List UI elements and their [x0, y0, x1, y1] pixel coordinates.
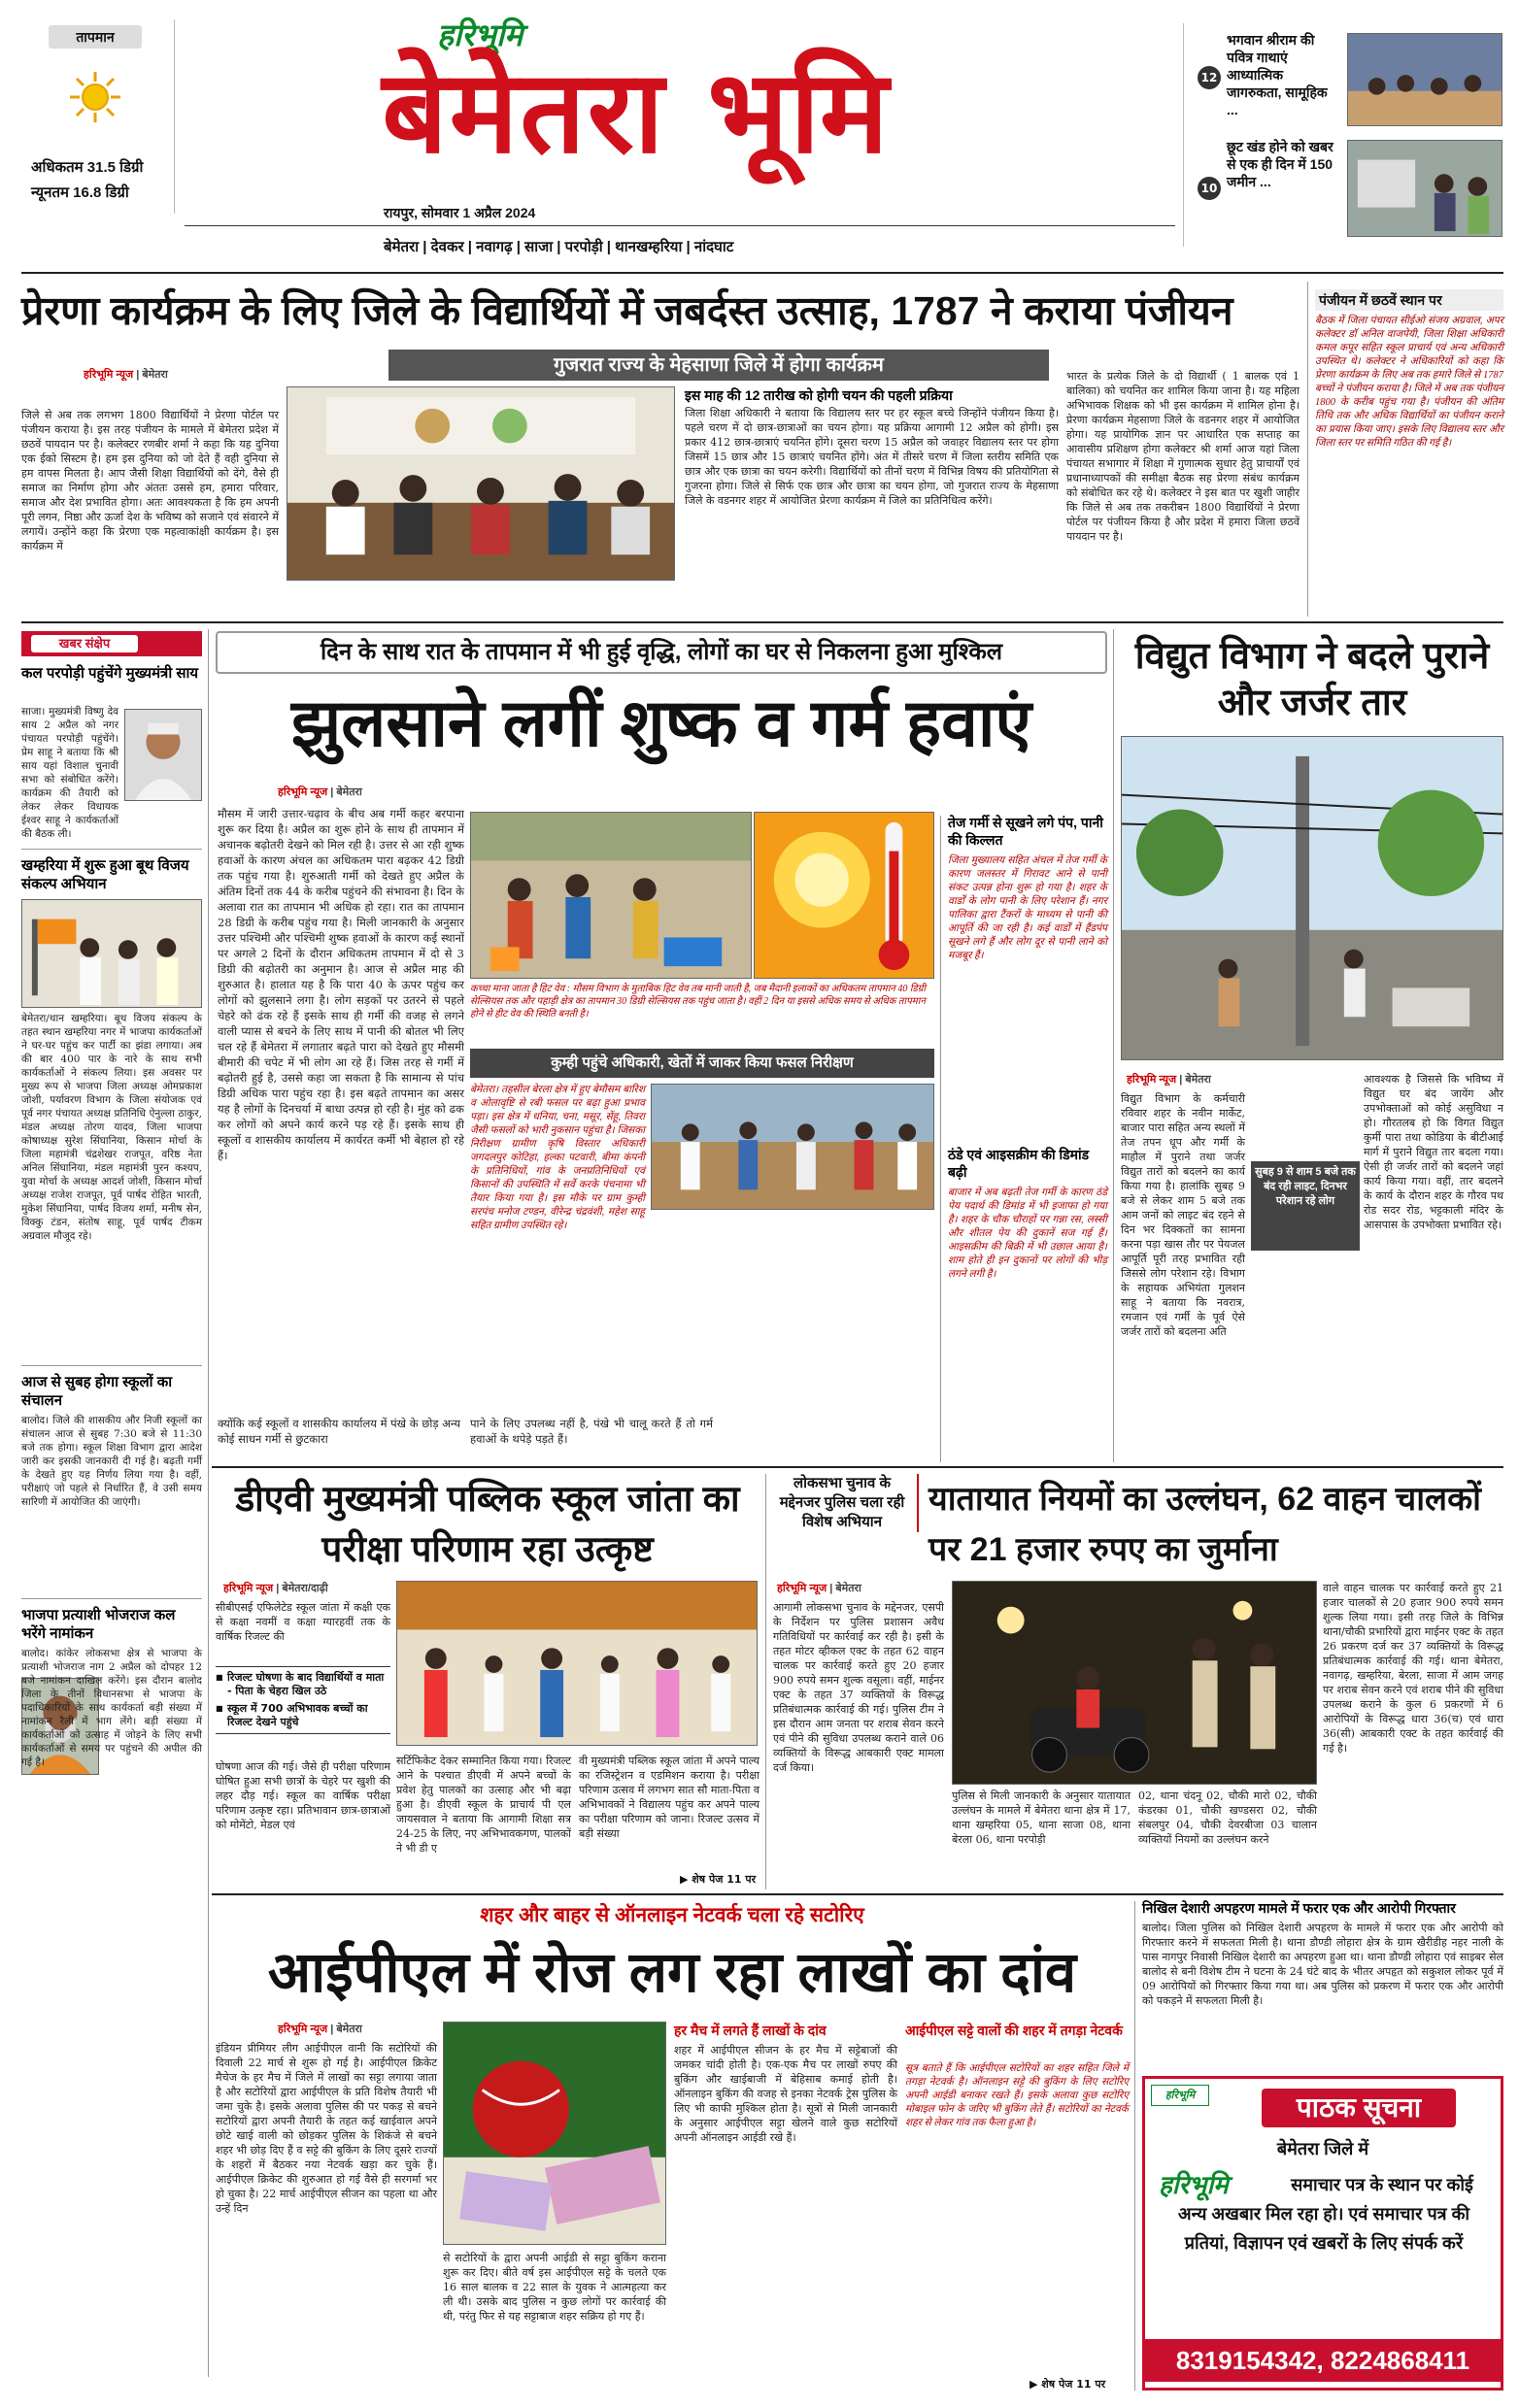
teaser-photo	[1347, 33, 1502, 126]
water-queue-photo	[470, 812, 752, 979]
ipl-continued[interactable]: ▶ शेष पेज 11 पर	[1030, 2378, 1106, 2391]
traffic-side-body: बालोद। जिला पुलिस को निखिल देशारी अपहरण के मामले में फरार एक और आरोपी को गिरफ्तार करने में सफलता मिली है। थाना डौण्डी लोहारा क्षेत्र के ग्राम खैरीडीह नहर नाली के पास नागपुर निवासी निखिल देशारी का अपहरण हुआ था। थाना डौण्डी लोहारा एवं साइबर सेल बालोद से बनी विशेष टीम ने घटना के 24 घंटे बाद के भीतर अपहृत को सकुशल लोकर पूर्व में 09 आरोपियों को गिरफ्तार किया गया था। अब पुलिस को प्रकरण में फरार एक और आरोपी को पकड़ने में सफलता मिली है।	[1142, 1922, 1503, 2007]
max-temp: अधिकतम 31.5 डिग्री	[31, 159, 144, 176]
traffic-side-head[interactable]: निखिल देशारी अपहरण मामले में फरार एक और आरोपी गिरफ्तार	[1142, 1900, 1456, 1916]
column-divider	[1134, 1901, 1135, 2391]
traffic-kicker: लोकसभा चुनाव के मद्देनजर पुलिस चला रही विशेष अभियान	[773, 1474, 919, 1532]
dav-body1: सीबीएसई एफिलेटेड स्कूल जांता में कक्षी एक से कक्षा नवमीं व कक्षा ग्यारहवीं तक के वार्षिक रिजल्ट की	[216, 1601, 390, 1643]
traffic-photo	[952, 1581, 1317, 1785]
traffic-body4: वाले वाहन चालक पर कार्रवाई करते हुए 21 हजार चालकों से 20 हजार 900 रुपये समन शुल्क लिया गया। इसी तरह जिले के विभिन्न थाना/चौकी प्रभारियों द्वारा माईनर एक्ट के तहत 26 प्रकरण दर्ज कर 37 व्यक्तियों के विरूद्ध प्रतिबंधात्मक कार्रवाई की गई। थाना बेमेतरा, नवागढ़, खम्हरिया, बेरला, साजा में आम जगह पर शराब सेवन करने एवं शराब पीने की सुविधा उपलब्ध कराने के कुल 6 प्रकरणों में 6 आरोपियों के विरूद्ध धारा 36(च) एवं धारा 36(सी) आबकारी एक्ट के तहत कार्रवाई की गई है।	[1323, 1582, 1503, 1755]
masthead-title: बेमेतरा भूमि	[382, 45, 891, 179]
brief-body-cont	[21, 821, 202, 849]
column-divider	[1113, 629, 1114, 1462]
dav-body4: वी मुख्यमंत्री पब्लिक स्कूल जांता में अपने पाल्य का रजिस्ट्रेशन व एडमिशन कराया है। परीक्षा परिणाम उत्सव में लगभग सात सौ माता-पिता व अभिभावकों ने विद्यालय पहुंच कर अपने पाल्य का परीक्षा परिणाम को जाना। रिजल्ट उत्सव में बड़ी संख्या	[579, 1755, 760, 1840]
ipl-kicker: शहर और बाहर से ऑनलाइन नेटवर्क चला रहे सटोरिए	[480, 1904, 864, 1926]
dav-byline: हरिभूमि न्यूज | बेमेतरा/दाढ़ी	[223, 1583, 328, 1594]
dav-headline[interactable]: डीएवी मुख्यमंत्री पब्लिक स्कूल जांता का परीक्षा परिणाम रहा उत्कृष्ट	[235, 1479, 740, 1569]
electric-byline: हरिभूमि न्यूज | बेमेतरा	[1127, 1074, 1211, 1086]
lead-col2: जिला शिक्षा अधिकारी ने बताया कि विद्यालय स्तर पर हर स्कूल बच्चे जिन्होंने पंजीयन किया है। पहले चरण में दो छात्र-छात्राओं का चयन होगा। यह प्रक्रिया आगामी 12 अप्रैल को होगी। इस प्रकार 412 छात्र-छात्राएं चयनित होंगे। दूसरा चरण 15 अप्रैल को जवाहर विद्यालय स्तर पर होगा जिसमें 15 छात्र और 15 छात्राएं चयनित होंगे। अंत में तीसरे चरण में जिला स्तरीय समिति एक छात्र और एक छात्रा का चयन करेगी। विद्यार्थियों को तीनों चरण में विभिन्न विषय की प्रतियोगिता से गुजरना होगा। जिले से सिर्फ एक छात्र और छात्रा का चयन होगा, जो गुजरात राज्य के मेहसाणा जिले के वडनगर शहर में आयोजित प्रेरणा कार्यक्रम में जिले का प्रतिनिधित्व करेंगे।	[685, 407, 1059, 507]
heat-side-head1: तेज गर्मी से सूखने लगे पंप, पानी की किल्लत	[948, 815, 1103, 848]
sidebar-top-body: बैठक में जिला पंचायत सीईओ संजय अग्रवाल, अपर कलेक्टर डॉ अनिल वाजपेयी, जिला शिक्षा अधिकारी कमल कपूर सहित स्कूल प्राचार्य एवं अन्य अधिकारी उपस्थित थे। कलेक्टर ने अधिकारियों को कहा कि प्रेरणा कार्यक्रम के लिए अब तक हमारे जिले से 1787 बच्चों ने पंजीयन कराया है। जिले में अब तक पंजीयन 1800 के करीब पहुंच गया है। पंजीयन की अंतिम तिथि तक और अधिक विद्यार्थियों का पंजीयन कराने का प्रयास किया जाए। इसके लिए विद्यालय स्तर और जिला स्तर पर समिति गठित की गई है।	[1315, 316, 1503, 449]
byline-place: बेमेतरा	[336, 786, 362, 798]
lead-headline[interactable]: प्रेरणा कार्यक्रम के लिए जिले के विद्यार्थियों में जबर्दस्त उत्साह, 1787 ने कराया पंजीयन	[21, 288, 1233, 333]
column-divider	[1307, 282, 1308, 617]
heat-side-body1: जिला मुख्यालय सहित अंचल में तेज गर्मी के कारण जलस्तर में गिरावट आने से पानी संकट उत्पन्न होना शुरू हो गया है। शहर के वार्डों के लोग पानी के लिए परेशान हैं। नगर पालिका द्वारा टैंकरों के माध्यम से पानी की आपूर्ति की जा रही है। कई वार्डों में हैंडपंप सूखने लगे हैं और लोग दूर से पानी लाने को मजबूर हैं।	[948, 855, 1107, 961]
min-temp: न्यूनतम 16.8 डिग्री	[31, 184, 129, 201]
byline-place: बेमेतरा	[835, 1583, 861, 1594]
heat-sub1: कुम्ही पहुंचे अधिकारी, खेतों में जाकर किया फसल निरीक्षण	[470, 1049, 934, 1078]
ipl-headline[interactable]: आईपीएल में रोज लग रहा लाखों का दांव	[267, 1941, 1077, 2004]
lead-col3: भारत के प्रत्येक जिले के दो विद्यार्थी ( 1 बालक एवं 1 बालिका) को चयनित कर शामिल किया जाना है। यह महिला अभिभावक शिक्षक को भी इस कार्यक्रम में शामिल होना है। प्रेरणा कार्यक्रम मेहसाणा जिले के वडनगर शहर में आयोजित होगा। यह प्रायोगिक ज्ञान पर आधारित एक सप्ताह का आवासीय प्रशिक्षण होगा कलेक्टर श्री शर्मा आज यहां जिला पंचायत सभागार में शिक्षा में गुणात्मक सुधार हेतु प्राचार्यों एवं प्रधानाध्यापकों की समीक्षा बैठक सह प्रेरणा संबंध कार्यक्रम को संबोधित कर रहे थे। कलेक्टर ने इस बात पर खुशी जाहीर कि जिले से अब तक तकरीबन 1800 विद्यार्थियों ने प्रेरणा पोर्टल पर पंजीयन किया है और प्रदेश में हमारा जिला छठवें पायदान पर है।	[1066, 370, 1300, 543]
notice-line1: बेमेतरा जिले में	[1276, 2139, 1369, 2158]
brief-headline[interactable]: भाजपा प्रत्याशी भोजराज कल भरेंगे नामांकन	[21, 1607, 176, 1642]
ipl-sub1-body: शहर में आईपीएल सीजन के हर मैच में सट्टेबाजों की जमकर चांदी होती है। एक-एक मैच पर लाखों रुपए की बुकिंग और खाईबाजी में बेहिसाब कमाई होती है। ऑनलाइन बुकिंग की वजह से इनका नेटवर्क ट्रेस पुलिस के लिए भी काफी मुश्किल होता है। सूत्रों से मिली जानकारी के अनुसार आईपीएल सट्टा खेलने वाले कुछ सटोरियों अपनी ऑनलाइन आईडी रखे हैं।	[674, 2044, 897, 2144]
heat-body: मौसम में जारी उत्तार-चढ़ाव के बीच अब गर्मी कहर बरपाना शुरू कर दिया है। अप्रैल का शुरू होने के साथ ही तापमान में अचानक बढ़ोतरी देखने को मिल रही है। उत्तर से आ रही शुष्क हवाओं के कारण अंचल का अधिकतम पारा बढ़कर 42 डिग्री तक पहुंच गया है। शुरुआती गर्मी को देखते हुए अप्रैल के अंतिम दिनों तक 44 के करीब पहुंचने की संभावना है। दिन के अलावा रात का तापमान भी अधिक हो रहा। रात का तापमान 28 डिग्री के करीब पहुंच गया है। मिली जानकारी के अनुसार उत्तर पश्चिमी और पश्चिमी शुष्क हवाओं के कारण कई स्थानों पर अगले 2 दिनों के दौरान अधिकतम तापमान में दो से 3 डिग्री की बढ़ोतरी का अनुमान है। आज से अप्रैल माह की शुरुआत है। हालात यह है कि पारा 40 के ऊपर पहुंच कर लोगों को झुलसाने लगा है। लोग सड़कों पर उतरने से पहले चेहरे को ढंक रहे हैं इसके साथ ही गर्मी की वजह से लगने वाली प्यास से बचने के लिए साथ में पानी की बोतल भी लिए चल रहे हैं बेमेतरा में लगातार बढ़ते पारा को देखते हुए मौसमी बीमारी की चपेट में भी लोग आ रहे हैं। जिस तरह से गर्मी में बढ़ोतरी हुई है, उससे कहा जा सकता है कि सामान्य से पांच डिग्री अधिक पारा पहुंच रहा है। इस बढ़ते तापमान का असर यह है लोगों के दिनचर्या में बाधा उत्पन्न हो रही है। मुंह को ढक कर लोगों को अपने कार्य करने पड़ रहे हैं। इसके साथ ही स्कूलों व शासकीय कार्यालय में कार्यरत कर्मी भी बेहाल हो रहे हैं।	[218, 807, 464, 1162]
column-divider	[208, 629, 209, 2377]
page-number-badge: 10	[1198, 177, 1221, 200]
ipl-body2: से सटोरियों के द्वारा अपनी आईडी से सट्टा बुकिंग कराना शुरू कर दिए। बीते वर्ष इस आईपीएल सट्टे के चलते एक 16 साल बालक व 22 साल के युवक ने आत्महत्या कर ली थी। उसके बाद पुलिस न कुछ लोगों पर कार्रवाई की थी, परंतु फिर से यह सट्टाबाज शहर सक्रिय हो गए हैं।	[443, 2252, 666, 2323]
brief-headline[interactable]: खम्हरिया में शुरू हुआ बूथ विजय संकल्प अभियान	[21, 857, 189, 892]
sidebar-top-head: पंजीयन में छठवें स्थान पर	[1315, 289, 1503, 311]
byline-brand: हरिभूमि न्यूज	[1127, 1074, 1177, 1086]
thermometer-photo	[754, 812, 934, 979]
heat-sub1-body: बेमेतरा। तहसील बेरला क्षेत्र में हुए बेमौसम बारिश व ओलावृष्टि से रबी फसल पर बढ़ा हुआ प्रभाव पड़ा। इस क्षेत्र में धनिया, चना, मसूर, सेंहू, तिवरा जैसी फसलों को भारी नुकसान पहुंचा है। जिसका निरीक्षण ग्रामीण कृषि विस्तार अधिकारी जगदलपुर कोटिहा, हल्का पटवारी, बीमा कंपनी के प्रतिनिधियों, गांव के जनप्रतिनिधियों एवं किसानों की उपस्थिति में सर्वे करके पंचनामा भी तैयार किया गया है। इस मौके पर ग्राम कुम्ही सरपंच मनोज टण्डन, वीरेन्द्र चंद्रवंशी, महेश साहू सहित ग्रामीण उपस्थित रहे।	[470, 1085, 645, 1231]
brief-body: बेमेतरा/थान खम्हरिया। बूथ विजय संकल्प के तहत स्थान खम्हरिया नगर में भाजपा कार्यकर्ताओं ने घर-घर पहुंच कर पार्टी का झंडा लगाया। अब की बार 400 पार के नारे के साथ सभी कार्यकर्ताओं ने संकल्प लिया। इस अवसर पर मुख्य रूप से भाजपा जिला अध्यक्ष ओमप्रकाश जोशी, पर्यावरण विभाग के जिला संयोजक एवं पूर्व नगर पंचायत अध्यक्ष प्रतिनिधि ऐनुल्ला ठाकुर, मंडल अध्यक्ष तोरण यादव, जिला भाजपा कोषाध्यक्ष सुरेश सिंघानिया, किसान मोर्चा के जिला महामंत्री चंद्रशेखर राजपूत, वरिष्ठ नेता अनिल सिंघानिया, मंडल महामंत्री पुरन कश्यप, युवा मोर्चा के अध्यक्ष आदर्श जोशी, किसान मोर्चा अध्यक्ष राजेश राजपूत, पूर्व पार्षद रोहित भारती, मुकेश सिंघानिया, पार्षद विजय शर्मा, मनीष सेन, विक्कु टंडन, संतोष साहू, पूर्व पार्षद टीकम अग्रवाल मौजूद रहे।	[21, 1013, 202, 1242]
teaser-item[interactable]	[1198, 31, 1504, 128]
dav-body2: घोषणा आज की गई। जैसे ही परीक्षा परिणाम घोषित हुआ सभी छात्रों के चेहरे पर खुशी की लहर दौड़ गई। स्कूल का वार्षिक परीक्षा परिणाम उत्कृष्ट रहा। प्रतिभावान छात्र-छात्राओं को मोमेंटो, मेडल एवं	[216, 1760, 390, 1831]
notice-line2: समाचार पत्र के स्थान पर कोई अन्य अखबार मिल रहा हो। एवं समाचार पत्र की प्रतियां, विज्ञापन एवं खबरों के लिए संपर्क करें	[1177, 2175, 1473, 2253]
byline-place: बेमेतरा	[1185, 1074, 1211, 1086]
brief-body: साजा। मुख्यमंत्री विष्णु देव साय 2 अप्रैल को नगर पंचायत परपोड़ी पहुंचेंगे। प्रेम साहू ने बताया कि श्री साय यहां विशाल चुनावी सभा को संबोधित करेंगे। कार्यक्रम की तैयारी को लेकर लेकर विधायक ईश्वर साहू ने कार्यकर्ताओं की बैठक ली।	[21, 706, 118, 840]
masthead-rule	[185, 225, 1175, 226]
heat-headline[interactable]: झुलसाने लगीं शुष्क व गर्म हवाएं	[290, 686, 1032, 760]
dav-continued[interactable]: ▶ शेष पेज 11 पर	[680, 1873, 757, 1886]
lead-kicker: गुजरात राज्य के मेहसाणा जिले में होगा कार्यक्रम	[388, 350, 1049, 381]
brief-body: बालोद। कांकेर लोकसभा क्षेत्र से भाजपा के प्रत्याशी भोजराज नाग 2 अप्रैल को दोपहर 12 बजे नामांकन दाखिल करेंगे। इस दौरान बालोद जिला के तीनों विधानसभा से भाजपा के पदाधिकारियों के साथ कार्यकर्ता बड़ी संख्या में नामांकन रैली में भाग लेंगे। बड़ी संख्या में कार्यकर्ताओं को उत्साह में जोड़ने के लिए सभी कार्यकर्ताओं से समय पर पहुंचने की अपील की गई है।	[21, 1648, 202, 1768]
dav-bullets	[216, 1666, 390, 1734]
notice-brand-small: हरिभूमि	[1151, 2085, 1209, 2106]
electric-headline[interactable]: विद्युत विभाग ने बदले पुराने और जर्जर तार	[1134, 636, 1490, 723]
brief-headline[interactable]: आज से सुबह होगा स्कूलों का संचालन	[21, 1374, 173, 1409]
electric-callout: सुबह 9 से शाम 5 बजे तक बंद रही लाइट, दिनभर परेशान रहे लोग	[1251, 1161, 1360, 1251]
teaser-text: छूट खंड होने को खबर से एक ही दिन में 150 जमीन ...	[1227, 139, 1333, 189]
weather-box	[21, 19, 175, 214]
byline-brand: हरिभूमि न्यूज	[278, 2023, 328, 2035]
weather-label: तापमान	[49, 25, 142, 49]
column-divider	[765, 1474, 766, 1890]
continued-label: शेष पेज 11 पर	[692, 1873, 757, 1886]
section-rule	[21, 621, 1503, 623]
crop-inspection-photo	[651, 1084, 934, 1210]
heat-body3: पाने के लिए उपलब्ध नहीं है, पंखे भी चालू करते हैं तो गर्म हवाओं के थपेड़े पड़ते हैं।	[470, 1417, 713, 1446]
ipl-byline: हरिभूमि न्यूज | बेमेतरा	[278, 2023, 362, 2035]
lead-col1: जिले से अब तक लगभग 1800 विद्यार्थियों ने प्रेरणा पोर्टल पर पंजीयन कराया है। इस तरह पंजीयन के मामले में बेमेतरा प्रदेश में छठवें पायदान पर है। कलेक्टर रणबीर शर्मा ने कहा कि यह दुनिया एक ईको सिस्टम है। हम इस दुनिया को जो देते हैं वही दुनिया से हम वापस मिलता है। आप जैसी शिक्षा विद्यार्थियों को देंगे, वैसे ही समाज का निर्माण होगा और अंततः उससे हम, हमारा परिवार, समाज और देश प्रभावित होगा। अतः आवश्यकता है कि हम अपनी पूरी लगन, निष्ठा और ऊर्जा देश के भविष्य को सजाने एवं संवारने में लगायें। उन्होंने कहा कि प्रेरणा एक महत्वाकांक्षी कार्यक्रम है। इस कार्यक्रम में	[21, 409, 279, 552]
electric-body1: विद्युत विभाग के कर्मचारी रविवार शहर के नवीन मार्केट, बाजार पारा सहित अन्य स्थलों में तेज तपन धूप और गर्मी के माहौल में पुराने तथा जर्जर विद्युत तारों को बदलने का कार्य किया गया है। हालांकि सुबह 9 बजे से लेकर शाम 5 बजे तक आम जनों को लाइट बंद रहने से दिन भर दिक्कतों का सामना करना पड़ा खास तौर पर पेयजल आपूर्ति पूरी तरह प्रभावित रही जिससे लोग परेशान रहे। विभाग के सहायक अभियंता गुलशन साहू ने बताया कि नवरात्र, रमजान एवं गर्मी के पूर्व ऐसे जर्जर तारों को बदलना अति	[1121, 1092, 1245, 1338]
heat-body2: क्योंकि कई स्कूलों व शासकीय कार्यालय में पंखे के छोड़ अन्य कोई साधन गर्मी से छुटकारा	[218, 1417, 460, 1446]
reader-notice	[1142, 2076, 1503, 2391]
dateline: रायपुर, सोमवार 1 अप्रैल 2024	[384, 205, 536, 220]
dav-body3: सर्टिफिकेट देकर सम्मानित किया गया। रिजल्ट आने के पश्चात डीएवी में अपने बच्चों के प्रवेश हेतु पालकों का उत्साह और भी बढ़ा हुआ है। डीएवी स्कूल के प्राचार्य पी एल जायसवाल ने बताया कि आगामी शिक्षा सत्र 24-25 के लिए, नए अभिभावकगण, पालकों ने भी डी ए	[396, 1755, 571, 1855]
lead-photo	[287, 386, 675, 581]
heat-kicker: दिन के साथ रात के तापमान में भी हुई वृद्धि, लोगों का घर से निकलना हुआ मुश्किल	[216, 631, 1107, 674]
column-divider	[940, 816, 941, 1462]
ipl-sub2: आईपीएल सट्टे वालों की शहर में तगड़ा नेटवर्क	[905, 2023, 1123, 2038]
notice-brand: हरिभूमि	[1159, 2171, 1229, 2200]
section-rule	[212, 1893, 1503, 1895]
traffic-body1: आगामी लोकसभा चुनाव के मद्देनजर, एसपी के निर्देशन पर पुलिस प्रशासन अवैध गतिविधियों पर कार्रवाई कर रही है। इसी के तहत मोटर व्हीकल एक्ट के तहत 62 वाहन चालक पर कार्रवाई करते हुए 20 हजार 900 रुपये समन शुल्क वसूला। वहीं, माईनर एक्ट के तहत 37 व्यक्तियों के विरूद्ध प्रतिबंधात्मक कार्रवाई की गई। पुलिस टीम ने इस दौरान आम जनता पर शराब सेवन करने एवं पीने की सुविधा उपलब्ध कराने वाले 06 व्यक्तियों के विरूद्ध आबकारी एक्ट मामला दर्ज किया।	[773, 1601, 944, 1774]
ipl-photo	[443, 2022, 666, 2245]
cm-portrait	[124, 709, 202, 801]
dav-bullet: ■ रिजल्ट घोषणा के बाद विद्यार्थियों व माता - पिता के चेहरा खिल उठे	[216, 1671, 390, 1698]
heat-byline: हरिभूमि न्यूज | बेमेतरा	[278, 786, 362, 798]
booth-photo	[21, 899, 202, 1008]
traffic-body3: 02, थाना चंदनू 02, चौकी मारो 02, चौकी कंडरका 01, चौकी खण्डसरा 02, चौकी संबलपुर 04, चौकी देवरबीजा 03 चालान व्यक्तियों नियमों का उल्लंघन करने	[1138, 1789, 1317, 1846]
brief-headline[interactable]: कल परपोड़ी पहुंचेंगे मुख्यमंत्री साय	[21, 665, 199, 682]
heat-caption: कच्चा माना जाता है हिट वेव : मौसम विभाग के मुताबिक हिट वेव तब मानी जाती है, जब मैदानी इलाकों का अधिकतम तापमान 40 डिग्री सेल्सियस तक और पहाड़ी क्षेत्र का तापमान 30 डिग्री सेल्सियस तक पहुंच जाता है। वहीं 2 दिन या इससे अधिक समय से अधिक तापमान होने से हीट वेव की स्थिति बनती है।	[470, 984, 926, 1020]
town-list: बेमेतरा | देवकर | नवागढ़ | साजा | परपोड़ी | थानखम्हरिया | नांदघाट	[384, 239, 734, 255]
brief-label-bar	[21, 631, 202, 656]
byline-brand: हरिभूमि न्यूज	[223, 1583, 274, 1594]
heat-side-body2: बाजार में अब बढ़ती तेज गर्मी के कारण ठंडे पेय पदार्थ की डिमांड में भी इजाफा हो गया है। शहर के चौक चौराहों पर गन्ना रस, लस्सी और शीतल पेय की दुकानें सज गई हैं। आइसक्रीम की बिक्री में भी उछाल आया है। शाम होते ही इन दुकानों पर लोगों की भीड़ लगने लगी है।	[948, 1187, 1107, 1280]
notice-phones[interactable]: 8319154342, 8224868411	[1145, 2339, 1501, 2382]
brief-column	[21, 631, 202, 2379]
byline-place: बेमेतरा/दाढ़ी	[282, 1583, 328, 1594]
divider	[21, 1598, 202, 1599]
divider	[21, 849, 202, 850]
teaser-box	[1183, 23, 1503, 247]
byline-brand: हरिभूमि न्यूज	[278, 786, 328, 798]
ipl-body1: इंडियन प्रीमियर लीग आईपीएल वानी कि सटोरियों की दिवाली 22 मार्च से शुरू हो गई है। आईपीएल क्रिकेट मैचेज के हर मैच में जिले में लाखों का सट्टा लगाया जाता है और सटोरियों द्वारा आईपीएल के प्रति विशेष तैयारी भी जमा चुके है। इसके अलावा पुलिस की पर पकड़ से बचने सटोरियों द्वारा अपनी तैयारी के तहत कई खाईवाल अपने छोटे खाई वाली को छोड़कर पुलिस के शिकंजे से बचने शहर भी छोड़ दिए हैं व सट्टे की बुकिंग के लिए दूसरे राज्यों के शहरों में बैठकर नया नेटवर्क खड़ा कर चुके हैं। आईपीएल क्रिकेट की शुरुआत हो गई वैसे ही सरगर्मा भर हो चुका है। 22 मार्च आईपीएल सीजन का पहला था और उन्हें दिन	[216, 2042, 437, 2215]
electric-body2: आवश्यक है जिससे कि भविष्य में विद्युत घर बंद जायेंग और उपभोक्ताओं को कोई असुविधा न हो। गौरतलब हो कि विगत विद्युत कुर्मी पारा तथा कोडिया के बीटीआई मार्ग में पुराने विद्युत तार बदला गया। ऐसी ही जर्जर तारों को बदलने जहां कार्य किया गया। वहीं, तार बदलने के कार्य के दौरान शहर के गौरव पथ रोड सदर रोड, भट्टकाली मंदिर के आसपास के उपभोक्ता प्रभावित रहे।	[1364, 1073, 1503, 1231]
notice-title: पाठक सूचना	[1262, 2089, 1456, 2127]
continued-label: शेष पेज 11 पर	[1041, 2378, 1106, 2391]
byline-place: बेमेतरा	[336, 2023, 362, 2035]
traffic-body2: पुलिस से मिली जानकारी के अनुसार यातायात उल्लंघन के मामले में बेमेतरा थाना क्षेत्र में 17, थाना खम्हरिया 05, थाना साजा 08, थाना बेरला 06, थाना परपोड़ी	[952, 1789, 1131, 1846]
sun-icon	[68, 70, 122, 124]
byline-brand: हरिभूमि न्यूज	[84, 369, 134, 381]
traffic-byline: हरिभूमि न्यूज | बेमेतरा	[777, 1583, 861, 1594]
brief-body: बालोद। जिले की शासकीय और निजी स्कूलों का संचालन आज से सुबह 7:30 बजे से 11:30 बजे तक होगा। स्कूल शिक्षा विभाग द्वारा आदेश जारी कर इसकी जानकारी दी गई है। बढ़ती गर्मी के देखते हुए यह निर्णय लिया गया है। वहीं, परीक्षाएं जो पहले से निर्धारित हैं, वे उसी समय सारिणी में आयोजित की जाएंगी।	[21, 1415, 202, 1508]
electric-photo	[1121, 736, 1503, 1060]
lead-byline: हरिभूमि न्यूज | बेमेतरा	[84, 369, 168, 381]
brief-label: खबर संक्षेप	[31, 635, 138, 652]
byline-brand: हरिभूमि न्यूज	[777, 1583, 827, 1594]
ipl-sub2-body: सूत्र बताते हैं कि आईपीएल सटोरियों का शहर सहित जिले में तगड़ा नेटवर्क है। ऑनलाइन सट्टे की बुकिंग के लिए सटोरिए अपनी आईडी बनाकर रखते हैं। इसके अलावा कुछ सटोरिए मोबाइल फोन के जरिए भी बुकिंग लेते हैं। सटोरियों का नेटवर्क शहर से लेकर गांव तक फैला हुआ है।	[905, 2063, 1129, 2128]
masthead-bottom-rule	[21, 272, 1503, 274]
dav-bullet: ■ स्कूल में 700 अभिभावक बच्चों का रिजल्ट देखने पहुंचे	[216, 1702, 390, 1729]
lead-subhead: इस माह की 12 तारीख को होगी चयन की पहली प्रक्रिया	[685, 387, 953, 403]
byline-place: बेमेतरा	[142, 369, 168, 381]
traffic-headline[interactable]: यातायात नियमों का उल्लंघन, 62 वाहन चालकों पर 21 हजार रुपए का जुर्माना	[928, 1481, 1481, 1568]
teaser-text: भगवान श्रीराम की पवित्र गाथाएं आध्यात्मिक जागरुकता, सामूहिक ...	[1227, 32, 1328, 117]
dav-photo	[396, 1581, 758, 1746]
teaser-item[interactable]	[1198, 138, 1504, 239]
brand-logo: हरिभूमि	[437, 17, 523, 53]
ipl-sub1: हर मैच में लगते हैं लाखों के दांव	[674, 2023, 827, 2038]
page-number-badge: 12	[1198, 66, 1221, 89]
section-rule	[212, 1466, 1503, 1468]
divider	[21, 1365, 202, 1366]
teaser-photo	[1347, 140, 1502, 237]
heat-side-head2: ठंडे एवं आइसक्रीम की डिमांड बढ़ी	[948, 1147, 1090, 1180]
